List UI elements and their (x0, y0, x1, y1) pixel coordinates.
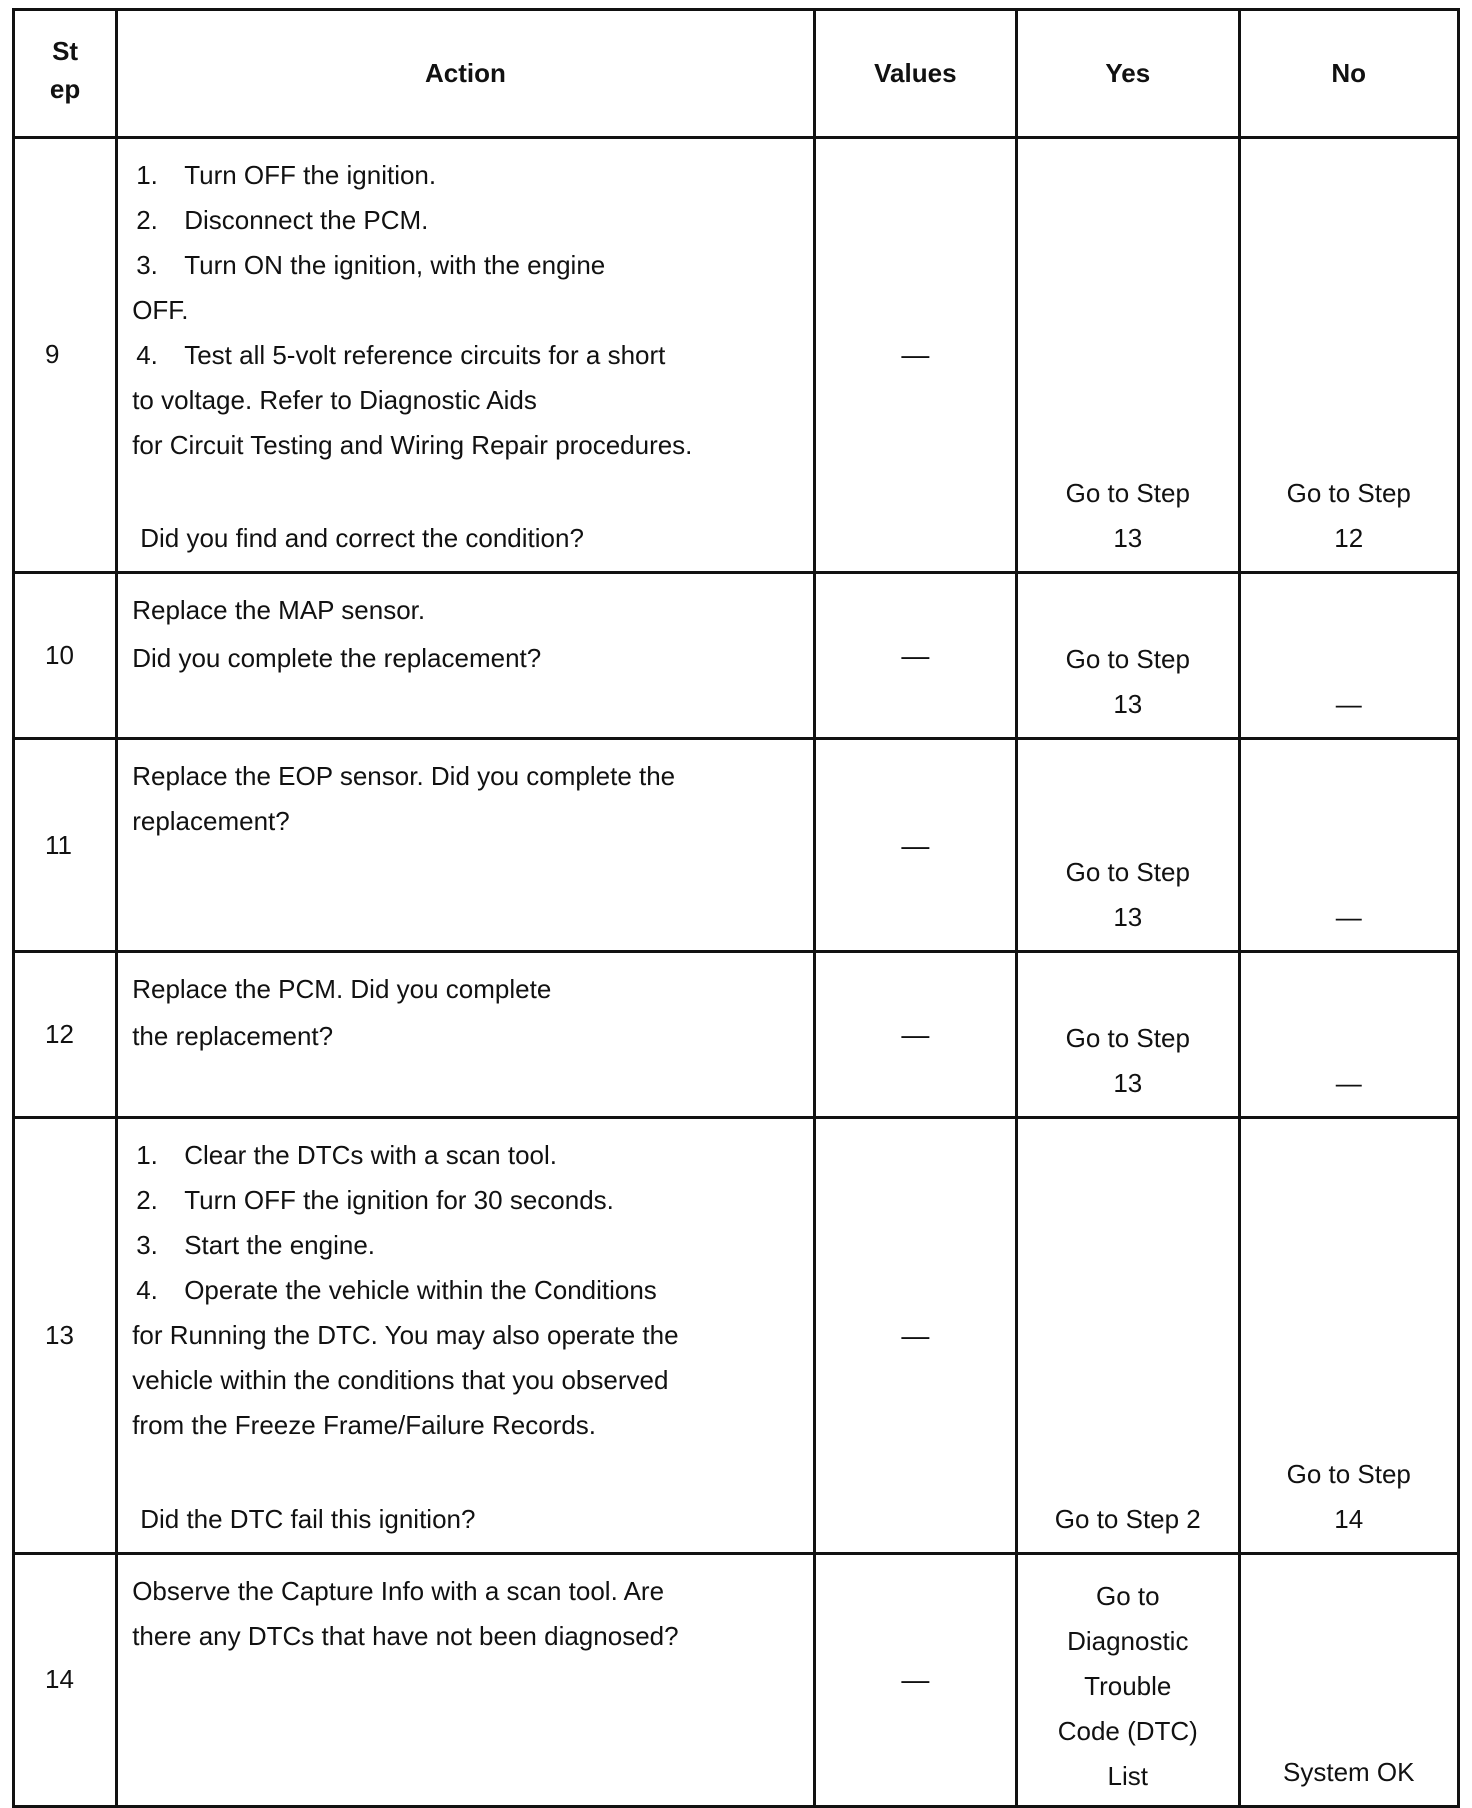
no-line: Go to Step (1286, 1458, 1411, 1489)
list-number: 4. (136, 339, 158, 370)
list-number: 3. (136, 249, 158, 280)
action-line (132, 1223, 802, 1268)
no-line: 12 (1334, 523, 1364, 554)
step-number: 13 (14, 1118, 117, 1554)
action-line: vehicle within the conditions that you observed (132, 1365, 669, 1396)
step-number: 10 (14, 573, 117, 739)
step-number: 14 (14, 1553, 117, 1806)
action-line: Did you complete the replacement? (132, 643, 542, 674)
yes-line: Go to Step (1065, 1023, 1190, 1054)
action-text: Turn OFF the ignition. (184, 159, 437, 190)
action-line: the replacement? (132, 1021, 334, 1052)
list-number: 3. (136, 1230, 158, 1261)
yes-line: Go to Step (1065, 857, 1190, 888)
values-cell: — (814, 1118, 1016, 1554)
list-number: 1. (136, 159, 158, 190)
list-number: 2. (136, 1185, 158, 1216)
header-action: Action (117, 10, 814, 138)
header-step-line2: ep (49, 74, 81, 105)
no-line: — (1335, 1068, 1362, 1099)
action-text: Turn ON the ignition, with the engine (184, 249, 606, 280)
values-cell: — (814, 137, 1016, 573)
no-cell (1239, 1553, 1459, 1806)
no-line: Go to Step (1286, 478, 1411, 509)
table-row (14, 573, 1459, 739)
yes-line: Go to Step (1065, 478, 1190, 509)
values-cell: — (814, 1553, 1016, 1806)
action-line (132, 1178, 802, 1223)
table-row (14, 739, 1459, 952)
action-line (132, 153, 802, 198)
values-cell: — (814, 952, 1016, 1118)
action-line (132, 333, 802, 378)
no-cell (1239, 739, 1459, 952)
action-cell (117, 952, 814, 1118)
header-step (14, 10, 117, 138)
action-text: Disconnect the PCM. (184, 204, 429, 235)
action-line (132, 1133, 802, 1178)
yes-line: Diagnostic (1067, 1626, 1189, 1656)
yes-line: Go to Step 2 (1054, 1503, 1201, 1534)
list-number: 1. (136, 1140, 158, 1171)
no-line: System OK (1283, 1757, 1415, 1787)
action-line (132, 198, 802, 243)
step-number: 9 (14, 137, 117, 573)
values-cell: — (814, 739, 1016, 952)
header-yes: Yes (1017, 10, 1239, 138)
action-text: Clear the DTCs with a scan tool. (184, 1140, 558, 1171)
header-values: Values (814, 10, 1016, 138)
yes-line: 13 (1113, 1068, 1143, 1099)
action-line: Replace the MAP sensor. (132, 595, 426, 626)
yes-line: 13 (1113, 523, 1143, 554)
action-line: Replace the PCM. Did you complete (132, 974, 552, 1005)
action-line: replacement? (132, 806, 290, 837)
action-question: Did the DTC fail this ignition? (140, 1503, 476, 1534)
action-cell (117, 1118, 814, 1554)
header-step-line1: St (52, 36, 79, 67)
action-line: for Running the DTC. You may also operate the (132, 1320, 679, 1351)
yes-line: Code (DTC) (1057, 1716, 1198, 1746)
yes-cell (1017, 1118, 1239, 1554)
yes-cell (1017, 952, 1239, 1118)
action-text: Start the engine. (184, 1230, 376, 1261)
action-question: Did you find and correct the condition? (140, 523, 584, 554)
no-cell (1239, 952, 1459, 1118)
no-line: — (1335, 689, 1362, 720)
table-row (14, 1553, 1459, 1806)
list-number: 4. (136, 1275, 158, 1306)
yes-line: Trouble (1084, 1671, 1172, 1701)
action-line: there any DTCs that have not been diagnosed? (132, 1620, 679, 1651)
action-text: Turn OFF the ignition for 30 seconds. (184, 1185, 614, 1216)
action-line: for Circuit Testing and Wiring Repair procedures. (132, 429, 693, 460)
table-row (14, 137, 1459, 573)
yes-line: 13 (1113, 689, 1143, 720)
no-cell (1239, 1118, 1459, 1554)
no-cell (1239, 137, 1459, 573)
yes-cell (1017, 1553, 1239, 1806)
action-cell (117, 739, 814, 952)
no-line: — (1335, 902, 1362, 933)
action-line (132, 243, 802, 288)
action-cell (117, 1553, 814, 1806)
yes-line: 13 (1113, 902, 1143, 933)
yes-cell (1017, 739, 1239, 952)
action-line: to voltage. Refer to Diagnostic Aids (132, 384, 537, 415)
action-line: Replace the EOP sensor. Did you complete the (132, 761, 676, 792)
table-row (14, 1118, 1459, 1554)
yes-cell (1017, 137, 1239, 573)
step-number: 11 (14, 739, 117, 952)
header-no: No (1239, 10, 1459, 138)
diagnostic-table (12, 8, 1460, 1808)
yes-line: Go to (1095, 1581, 1160, 1611)
yes-line: List (1107, 1761, 1148, 1791)
list-number: 2. (136, 204, 158, 235)
yes-line: Go to Step (1065, 644, 1190, 675)
table-row (14, 952, 1459, 1118)
action-cell (117, 137, 814, 573)
values-cell: — (814, 573, 1016, 739)
yes-cell (1017, 573, 1239, 739)
diagnostic-table-sheet (12, 8, 1460, 1808)
no-line: 14 (1334, 1503, 1364, 1534)
action-line: Observe the Capture Info with a scan tool. Are (132, 1575, 665, 1606)
no-cell (1239, 573, 1459, 739)
action-text: Operate the vehicle within the Conditions (184, 1275, 657, 1306)
action-line (132, 1268, 802, 1313)
action-cell (117, 573, 814, 739)
action-line: from the Freeze Frame/Failure Records. (132, 1410, 597, 1441)
step-number: 12 (14, 952, 117, 1118)
header-row (14, 10, 1459, 138)
action-line: OFF. (132, 294, 189, 325)
action-text: Test all 5-volt reference circuits for a short (184, 339, 666, 370)
